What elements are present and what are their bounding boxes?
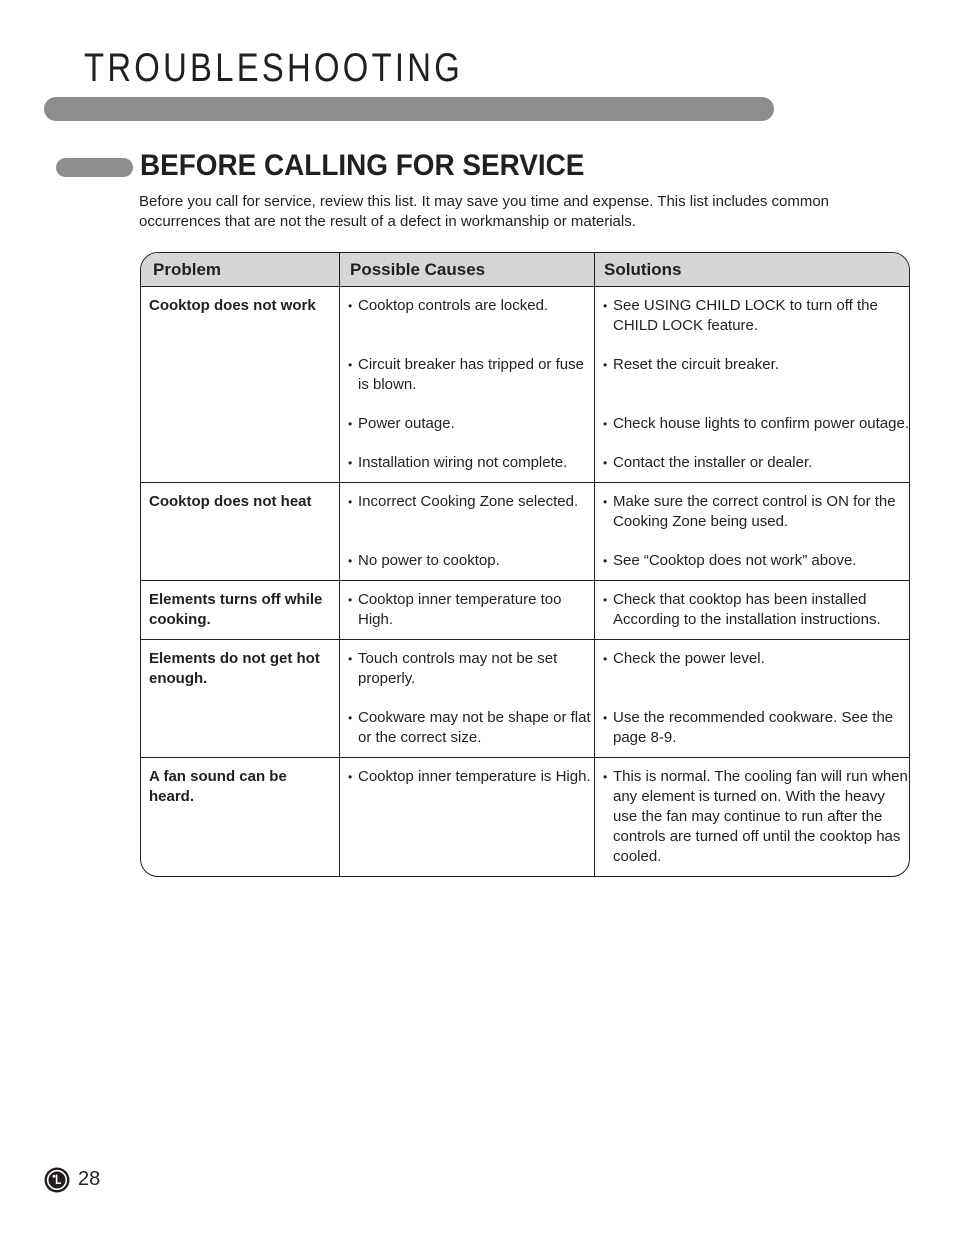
cause-text: Cooktop controls are locked. <box>358 297 549 314</box>
bullet-icon: • <box>348 456 353 470</box>
intro-paragraph: Before you call for service, review this list. It may save you time and expense. This list includes common occurrences that are not the result of a defect in workmanship or materials. <box>139 193 830 230</box>
solution-item <box>603 355 909 395</box>
bullet-icon: • <box>348 358 353 372</box>
causes-cell <box>340 483 595 580</box>
cause-text: Power outage. <box>358 415 455 432</box>
causes-cell <box>340 581 595 639</box>
table-row <box>141 758 909 876</box>
causes-cell <box>340 640 595 757</box>
header-problem: Problem <box>141 253 340 286</box>
bullet-icon: • <box>348 417 353 431</box>
cause-item <box>348 414 594 434</box>
table-row <box>141 640 909 758</box>
table-row <box>141 581 909 640</box>
solution-text: See USING CHILD LOCK to turn off the CHILD LOCK feature. <box>613 297 878 334</box>
cause-text: Touch controls may not be set properly. <box>358 650 558 687</box>
bullet-icon: • <box>348 495 353 509</box>
section-title: BEFORE CALLING FOR SERVICE <box>140 149 585 182</box>
solution-item <box>603 414 909 434</box>
cause-text: Installation wiring not complete. <box>358 454 568 471</box>
bullet-icon: • <box>603 495 608 509</box>
header-solutions: Solutions <box>604 260 682 279</box>
cause-item <box>348 767 594 867</box>
solution-item <box>603 551 909 571</box>
solution-text: This is normal. The cooling fan will run when any element is turned on. With the heavy use the fan may continue to run after the controls are turned off until the cooktop has cooled. <box>613 768 908 865</box>
bullet-icon: • <box>348 299 353 313</box>
problem-cell: Elements do not get hot enough. <box>141 640 340 757</box>
table-row <box>141 287 909 483</box>
cause-text: Circuit breaker has tripped or fuse is blown. <box>358 356 584 393</box>
solutions-cell <box>595 640 909 757</box>
bullet-icon: • <box>603 299 608 313</box>
solution-item <box>603 296 909 336</box>
cause-text: Cooktop inner temperature too High. <box>358 591 562 628</box>
cause-item <box>348 708 594 748</box>
bullet-icon: • <box>603 417 608 431</box>
bullet-icon: • <box>603 711 608 725</box>
solution-item <box>603 590 909 630</box>
bullet-icon: • <box>603 358 608 372</box>
cause-item <box>348 453 594 473</box>
cause-item <box>348 355 594 395</box>
bullet-icon: • <box>348 554 353 568</box>
cause-text: Cooktop inner temperature is High. <box>358 768 591 785</box>
table-header-row <box>141 253 909 287</box>
solutions-cell <box>595 581 909 639</box>
bullet-icon: • <box>603 554 608 568</box>
bullet-icon: • <box>603 456 608 470</box>
solution-item <box>603 767 909 867</box>
problem-cell: Elements turns off while cooking. <box>141 581 340 639</box>
bullet-icon: • <box>348 593 353 607</box>
solution-text: Check house lights to confirm power outage. <box>613 415 909 432</box>
solution-text: Check the power level. <box>613 650 765 667</box>
solution-item <box>603 708 909 748</box>
bullet-icon: • <box>348 711 353 725</box>
solution-item <box>603 492 909 532</box>
cause-item <box>348 551 594 571</box>
cause-text: No power to cooktop. <box>358 552 500 569</box>
causes-cell <box>340 758 595 876</box>
causes-cell <box>340 287 595 482</box>
bullet-icon: • <box>603 770 608 784</box>
lg-logo-icon <box>44 1167 70 1193</box>
cause-item <box>348 590 594 630</box>
section-marker <box>56 158 133 177</box>
table-body <box>141 287 909 876</box>
cause-text: Incorrect Cooking Zone selected. <box>358 493 579 510</box>
chapter-title: TROUBLESHOOTING <box>84 46 464 90</box>
solution-text: Use the recommended cookware. See the page 8-9. <box>613 709 894 746</box>
cause-item <box>348 649 594 689</box>
header-bar <box>44 97 774 121</box>
problem-cell: Cooktop does not work <box>141 287 340 482</box>
solutions-cell <box>595 287 909 482</box>
troubleshooting-table <box>140 252 910 877</box>
solution-text: See “Cooktop does not work” above. <box>613 552 857 569</box>
solution-text: Check that cooktop has been installed According to the installation instructions. <box>613 591 881 628</box>
bullet-icon: • <box>603 593 608 607</box>
solutions-cell <box>595 758 909 876</box>
bullet-icon: • <box>603 652 608 666</box>
solution-text: Contact the installer or dealer. <box>613 454 813 471</box>
solution-item <box>603 453 909 473</box>
bullet-icon: • <box>348 770 353 784</box>
cause-item <box>348 296 594 336</box>
solutions-cell <box>595 483 909 580</box>
problem-cell: A fan sound can be heard. <box>141 758 340 876</box>
cause-item <box>348 492 594 532</box>
solution-item <box>603 649 909 689</box>
solution-text: Reset the circuit breaker. <box>613 356 779 373</box>
cause-text: Cookware may not be shape or flat or the correct size. <box>358 709 591 746</box>
solution-text: Make sure the correct control is ON for the Cooking Zone being used. <box>613 493 896 530</box>
page-number: 28 <box>78 1168 101 1190</box>
table-row <box>141 483 909 581</box>
bullet-icon: • <box>348 652 353 666</box>
problem-cell: Cooktop does not heat <box>141 483 340 580</box>
header-possible-causes: Possible Causes <box>340 253 595 286</box>
